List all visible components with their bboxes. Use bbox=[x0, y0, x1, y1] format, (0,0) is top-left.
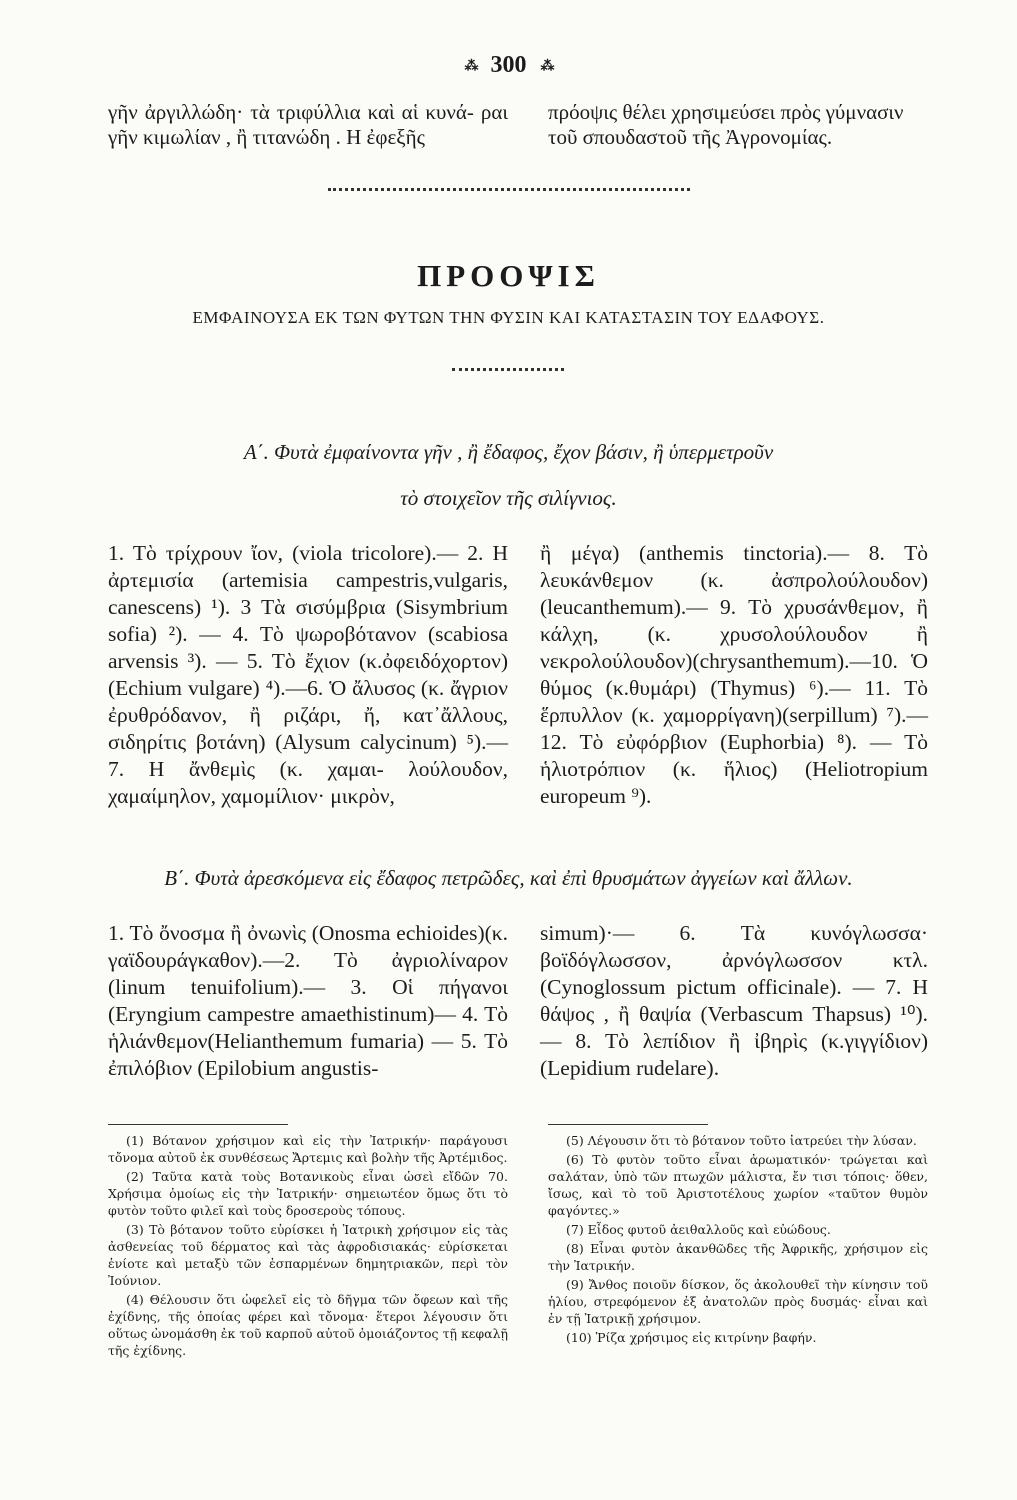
footnote-7: (7) Εἶδος φυτοῦ ἀειθαλλοῦς καὶ εὐώδους. bbox=[566, 1222, 831, 1237]
ornamental-rule-mid bbox=[452, 368, 564, 371]
footnote-10: (10) Ῥίζα χρήσιμος εἰς κιτρίνην βαφήν. bbox=[566, 1330, 817, 1345]
footnote-4: (4) Θέλουσιν ὅτι ὠφελεῖ εἰς τὸ δῆγμα τῶν ὄφεων καὶ τῆς ἐχίδνης, τῆς ὁποίας φέρει καὶ τὄνομα· ἕτεροι λέγουσιν ὅτι οὕτως ὠνομάσθη ἐκ τοῦ καρποῦ αὐτοῦ ὁμοιάζοντος τῇ κεφαλῇ τῆς ἐχίδνης. bbox=[108, 1292, 508, 1358]
page-number: 300 bbox=[490, 52, 527, 78]
section-b-column-left bbox=[108, 920, 508, 1082]
section-a-column-right bbox=[540, 540, 928, 810]
footnotes-left bbox=[108, 1132, 508, 1361]
page-number-header bbox=[0, 52, 1017, 79]
section-b-right-text: simum)·— 6. Τὰ κυνόγλωσσα· βοϊδόγλωσσον, ἀρνόγλωσσον κτλ. (Cynoglossum pictum officinale). — 7. Η θάψος , ἢ θαψία (Verbascum Thapsus) ¹⁰). — 8. Τὸ λεπίδιον ἢ ἰβηρὶς (κ.γιγγίδιον)(Lepidium rudelare). bbox=[540, 921, 928, 1080]
footnote-divider-right bbox=[548, 1124, 708, 1125]
section-a-heading-line2: τὸ στοιχεῖον τῆς σιλίγνιος. bbox=[400, 486, 617, 510]
page-title: ΠΡΟΟΨΙΣ bbox=[417, 258, 600, 293]
section-a-column-left bbox=[108, 540, 508, 810]
footnote-3: (3) Τὸ βότανον τοῦτο εὑρίσκει ἡ Ἰατρικὴ χρήσιμον εἰς τὰς ἀσθενείας τοῦ δέρματος καὶ τὰς ἀφροδισιακάς· εὑρίσκεται ἐνίοτε καὶ μεταξὺ τῶν ἐσπαρμένων δημητριακῶν, περὶ τὸν Ἰούνιον. bbox=[108, 1222, 508, 1288]
footnote-9: (9) Ἄνθος ποιοῦν δίσκον, ὅς ἀκολουθεῖ τὴν κίνησιν τοῦ ἡλίου, στρεφόμενον ἐξ ἀνατολῶν πρὸς δυσμάς· εἶναι καὶ ἐν τῇ Ἰατρικῇ χρήσιμον. bbox=[548, 1277, 928, 1326]
footnote-1: (1) Βότανον χρήσιμον καὶ εἰς τὴν Ἰατρικήν· παράγουσι τὄνομα αὐτοῦ ἐκ συνθέσεως Ἄρτεμις καὶ βολὴν τῆς Ἀρτέμιδος. bbox=[108, 1133, 508, 1165]
ornament-left: ⁂ bbox=[464, 58, 477, 74]
section-b-heading: Β΄. Φυτὰ ἀρεσκόμενα εἰς ἔδαφος πετρῶδες, καὶ ἐπὶ θρυσμάτων ἀγγείων καὶ ἄλλων. bbox=[164, 866, 853, 890]
footnote-2: (2) Ταῦτα κατὰ τοὺς Βοτανικοὺς εἶναι ὡσεὶ εἴδῶν 70. Χρήσιμα ὁμοίως εἰς τὴν Ἰατρικήν· σημειωτέον ὅμως ὅτι τὸ φυτὸν τοῦτο φιλεῖ καὶ τοὺς δροσεροὺς τόπους. bbox=[108, 1169, 508, 1218]
footnotes-right bbox=[548, 1132, 928, 1348]
lead-text-left: γῆν ἀργιλλώδη· τὰ τριφύλλια καὶ αἱ κυνά- ραι γῆν κιμωλίαν , ἢ τιτανώδη . Η ἐφεξῆς bbox=[108, 100, 508, 149]
footnote-divider-left bbox=[108, 1124, 288, 1125]
footnote-8: (8) Εἶναι φυτὸν ἀκανθῶδες τῆς Ἀφρικῆς, χρήσιμον εἰς τὴν Ἰατρικήν. bbox=[548, 1241, 928, 1273]
section-b-column-right bbox=[540, 920, 928, 1082]
footnote-5: (5) Λέγουσιν ὅτι τὸ βότανον τοῦτο ἰατρεύει τὴν λύσαν. bbox=[566, 1133, 917, 1148]
footnote-6: (6) Τὸ φυτὸν τοῦτο εἶναι ἀρωματικόν· τρώγεται καὶ σαλάταν, ὑπὸ τῶν πτωχῶν μάλιστα, ἔν τισι τόποις· ὅθεν, ἴσως, καὶ τὸ τοῦ Ἀριστοτέλους χωρίον «ταῦτον θυμὸν φαγόντες.» bbox=[548, 1152, 928, 1218]
ornamental-rule-top bbox=[328, 188, 690, 191]
page-subtitle: ΕΜΦΑΙΝΟΥΣΑ ΕΚ ΤΩΝ ΦΥΤΩΝ ΤΗΝ ΦΥΣΙΝ ΚΑΙ ΚΑΤΑΣΤΑΣΙΝ ΤΟΥ ΕΔΑΦΟΥΣ. bbox=[192, 308, 825, 327]
lead-text-right: πρόοψις θέλει χρησιμεύσει πρὸς γύμνασιν τοῦ σπουδαστοῦ τῆς Ἀγρονομίας. bbox=[548, 100, 904, 149]
section-b-left-text: 1. Τὸ ὄνοσμα ἢ ὀνωνὶς (Onosma echioides)(κ. γαϊδουράγκαθον).—2. Τὸ ἀγριολίναρον (linum tenuifolium).— 3. Οἱ πήγανοι (Eryngium campestre amaethistinum)— 4. Τὸ ἡλιάνθεμον(Helianthemum fumaria) — 5. Τὸ ἐπιλόβιον (Epilobium angustis- bbox=[108, 921, 508, 1080]
section-a-right-text: ἢ μέγα) (anthemis tinctoria).— 8. Τὸ λευκάνθεμον (κ. ἀσπρολούλουδον) (leucanthemum).— 9. Τὸ χρυσάνθεμον, ἢ κάλχη, (κ. χρυσολούλουδον ἢ νεκρολούλουδον)(chrysanthemum).—10. Ὁ θύμος (κ.θυμάρι) (Thymus) ⁶).— 11. Τὸ ἕρπυλλον (κ. χαμορρίγανη)(serpillum) ⁷).—12. Τὸ εὐφόρβιον (Euphorbia) ⁸). — Τὸ ἡλιοτρόπιον (κ. ἥλιος) (Heliotropium europeum ⁹). bbox=[540, 541, 928, 808]
ornament-right: ⁂ bbox=[540, 58, 553, 74]
section-a-heading-line1: Α΄. Φυτὰ ἐμφαίνοντα γῆν , ἢ ἔδαφος, ἔχον βάσιν, ἢ ὑπερμετροῦν bbox=[243, 440, 774, 464]
section-a-left-text: 1. Τὸ τρίχρουν ἴον, (viola tricolore).— 2. Η ἀρτεμισία (artemisia campestris,vulgaris, canescens) ¹). 3 Τὰ σισύμβρια (Sisymbrium sofia) ²). — 4. Τὸ ψωροβότανον (scabiosa arvensis ³). — 5. Τὸ ἔχιον (κ.ὀφειδόχορτον)(Echium vulgare) ⁴).—6. Ὁ ἄλυσος (κ. ἄγριον ἐρυθρόδανον, ἢ ριζάρι, ἤ, κατ᾽ἄλλους, σιδηρίτις βοτάνη) (Alysum calycinum) ⁵).— 7. Η ἄνθεμὶς (κ. χαμαι- λούλουδον, χαμαίμηλον, χαμομίλιον· μικρὸν, bbox=[108, 541, 508, 808]
